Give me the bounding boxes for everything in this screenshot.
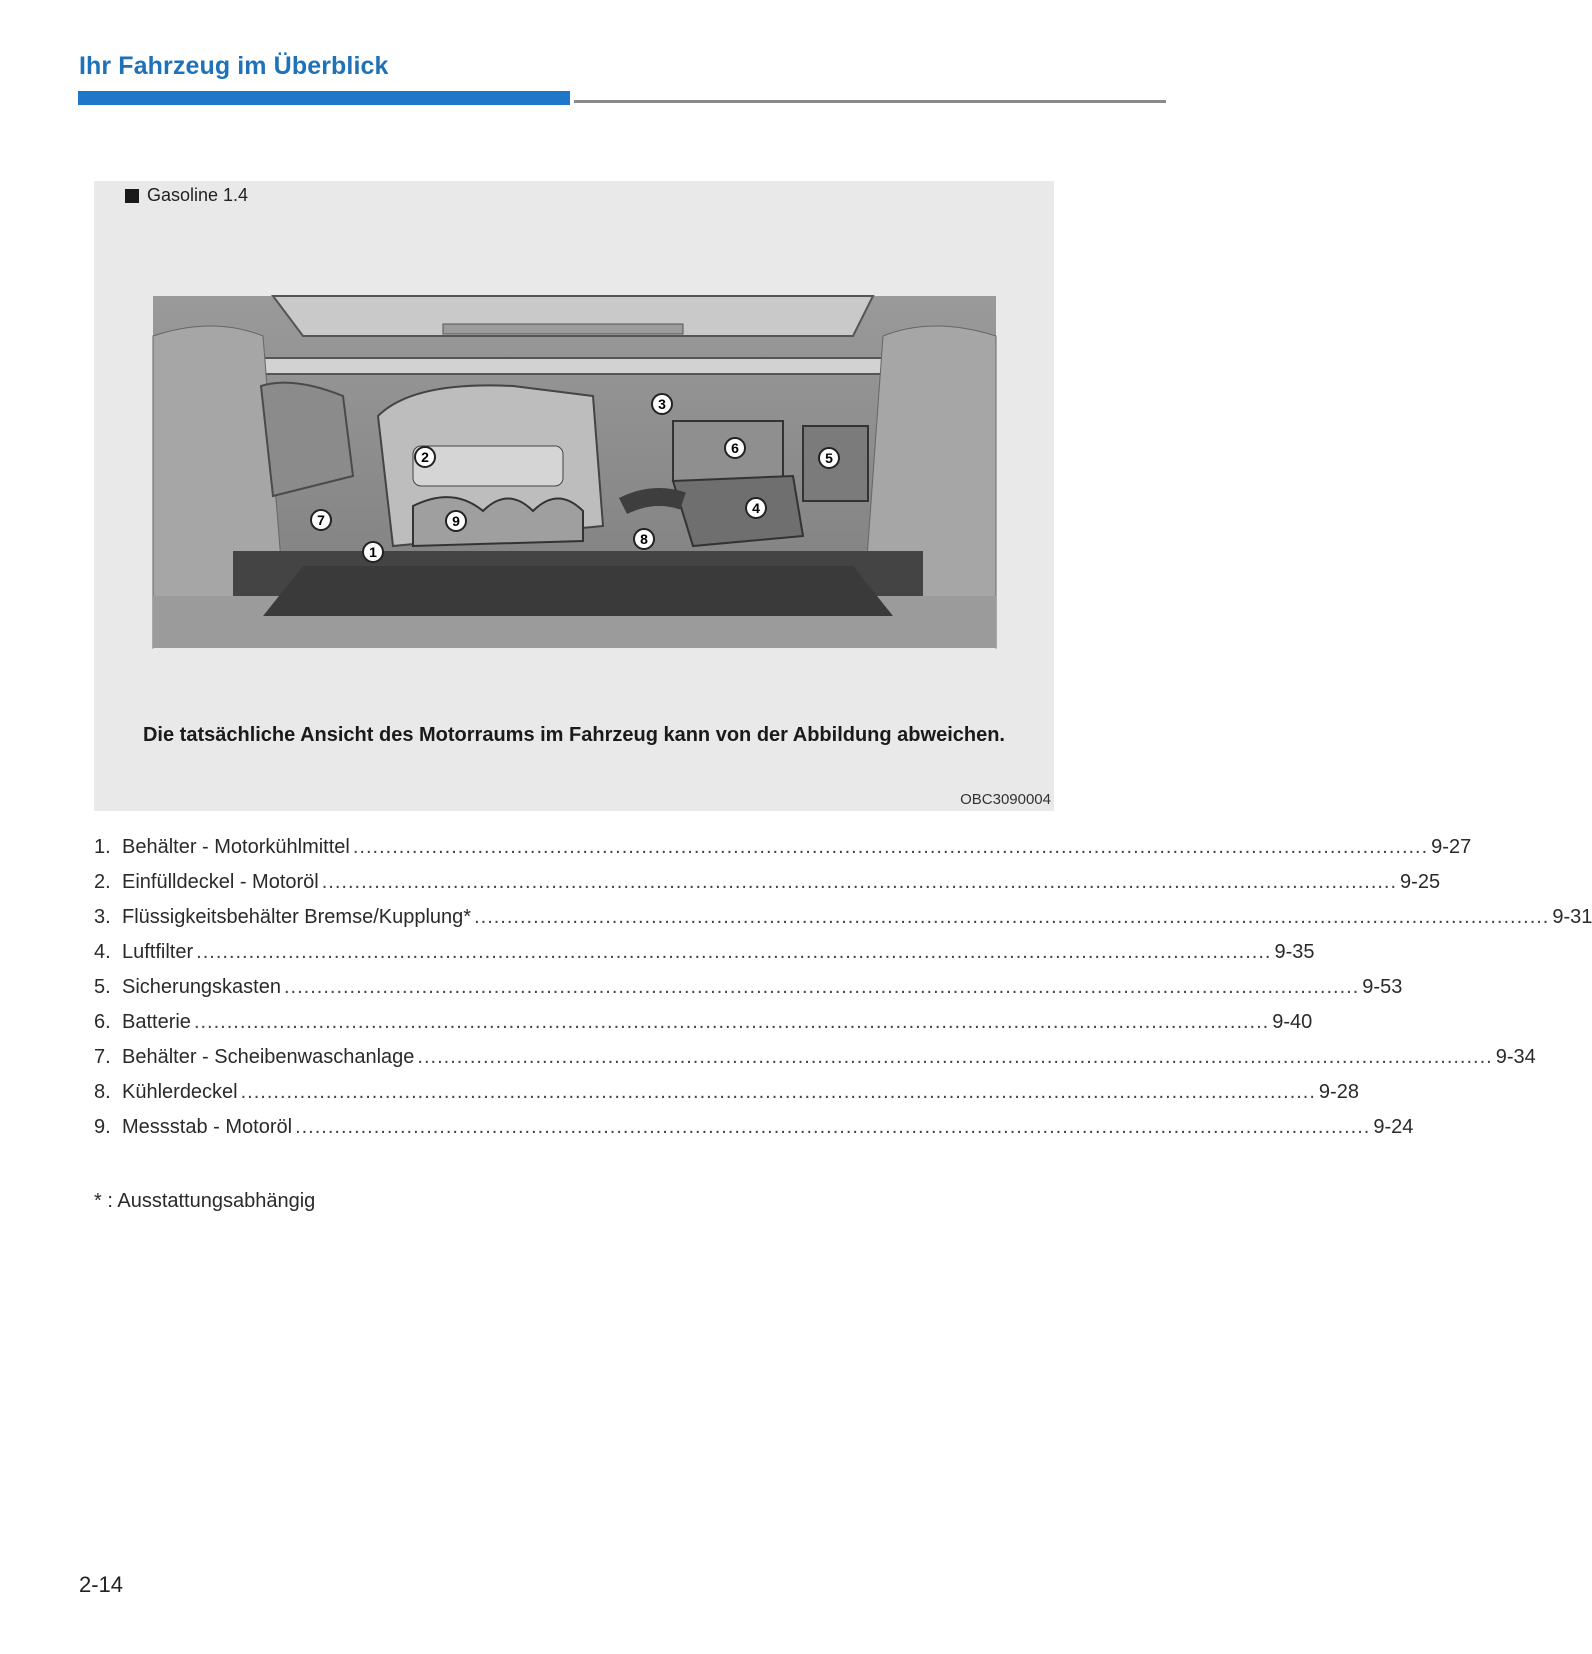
engine-figure xyxy=(94,181,1054,811)
variant-label xyxy=(125,185,248,206)
dot-leader: .................................................................................................................................................................... xyxy=(193,1011,1270,1033)
legend-page-ref: 9-24 xyxy=(1373,1116,1414,1138)
svg-text:4: 4 xyxy=(752,500,760,516)
callout-6 xyxy=(725,438,745,458)
svg-text:5: 5 xyxy=(825,450,833,466)
legend-page-ref: 9-35 xyxy=(1274,941,1315,963)
figure-code: OBC3090004 xyxy=(960,791,1051,808)
legend-item xyxy=(94,871,1441,906)
callout-3 xyxy=(652,394,672,414)
component-legend xyxy=(94,836,1592,1151)
legend-item xyxy=(94,976,1403,1011)
legend-label: Behälter - Scheibenwaschanlage xyxy=(122,1046,415,1068)
legend-page-ref: 9-34 xyxy=(1495,1046,1536,1068)
dot-leader: .................................................................................................................................................................... xyxy=(295,1116,1371,1138)
legend-label: Batterie xyxy=(122,1011,191,1033)
legend-number: 3. xyxy=(94,906,111,928)
dot-leader: .................................................................................................................................................................... xyxy=(196,941,1272,963)
callout-8 xyxy=(634,529,654,549)
callout-4 xyxy=(746,498,766,518)
legend-label: Messstab - Motoröl xyxy=(122,1116,293,1138)
callout-7 xyxy=(311,510,331,530)
legend-page-ref: 9-27 xyxy=(1431,836,1472,858)
legend-number: 4. xyxy=(94,941,111,963)
legend-page-ref: 9-40 xyxy=(1272,1011,1313,1033)
legend-label: Behälter - Motorkühlmittel xyxy=(122,836,350,858)
legend-number: 9. xyxy=(94,1116,111,1138)
legend-item xyxy=(94,941,1315,976)
legend-page-ref: 9-53 xyxy=(1362,976,1403,998)
section-title: Ihr Fahrzeug im Überblick xyxy=(79,52,389,80)
square-bullet-icon xyxy=(125,189,139,203)
legend-number: 2. xyxy=(94,871,111,893)
variant-text: Gasoline 1.4 xyxy=(147,185,249,205)
callout-5 xyxy=(819,448,839,468)
svg-text:6: 6 xyxy=(731,440,739,456)
legend-label: Kühlerdeckel xyxy=(122,1081,238,1103)
legend-number: 5. xyxy=(94,976,111,998)
svg-text:1: 1 xyxy=(369,544,377,560)
svg-text:7: 7 xyxy=(317,512,325,528)
legend-label: Flüssigkeitsbehälter Bremse/Kupplung* xyxy=(122,906,472,928)
header-rule-blue xyxy=(78,91,570,105)
dot-leader: .................................................................................................................................................................... xyxy=(321,871,1398,893)
dot-leader: .................................................................................................................................................................... xyxy=(240,1081,1316,1103)
legend-label: Luftfilter xyxy=(122,941,194,963)
legend-item xyxy=(94,836,1472,871)
svg-text:9: 9 xyxy=(452,513,460,529)
dot-leader: .................................................................................................................................................................... xyxy=(352,836,1429,858)
legend-page-ref: 9-31 xyxy=(1552,906,1592,928)
legend-page-ref: 9-28 xyxy=(1318,1081,1359,1103)
callout-1 xyxy=(363,542,383,562)
legend-number: 7. xyxy=(94,1046,111,1068)
legend-label: Einfülldeckel - Motoröl xyxy=(122,871,319,893)
dot-leader: .................................................................................................................................................................... xyxy=(474,906,1550,928)
legend-number: 8. xyxy=(94,1081,111,1103)
dot-leader: .................................................................................................................................................................... xyxy=(417,1046,1493,1068)
dot-leader: .................................................................................................................................................................... xyxy=(283,976,1360,998)
callout-9 xyxy=(446,511,466,531)
legend-item xyxy=(94,1011,1313,1046)
footnote: * : Ausstattungsabhängig xyxy=(94,1190,316,1212)
legend-item xyxy=(94,1116,1414,1151)
legend-number: 6. xyxy=(94,1011,111,1033)
svg-text:2: 2 xyxy=(421,449,429,465)
legend-item xyxy=(94,1046,1536,1081)
callout-2 xyxy=(415,447,435,467)
legend-page-ref: 9-25 xyxy=(1400,871,1441,893)
header-rule-gray xyxy=(574,100,1166,103)
legend-label: Sicherungskasten xyxy=(122,976,281,998)
figure-caption: Die tatsächliche Ansicht des Motorraums im Fahrzeug kann von der Abbildung abweichen. xyxy=(142,724,1005,746)
svg-text:3: 3 xyxy=(658,396,666,412)
legend-item xyxy=(94,906,1592,941)
engine-bay-image xyxy=(153,296,996,648)
svg-text:8: 8 xyxy=(640,531,648,547)
legend-number: 1. xyxy=(94,836,111,858)
legend-item xyxy=(94,1081,1359,1116)
engine-bay-illustration xyxy=(153,296,996,648)
page-number: 2-14 xyxy=(79,1572,124,1597)
